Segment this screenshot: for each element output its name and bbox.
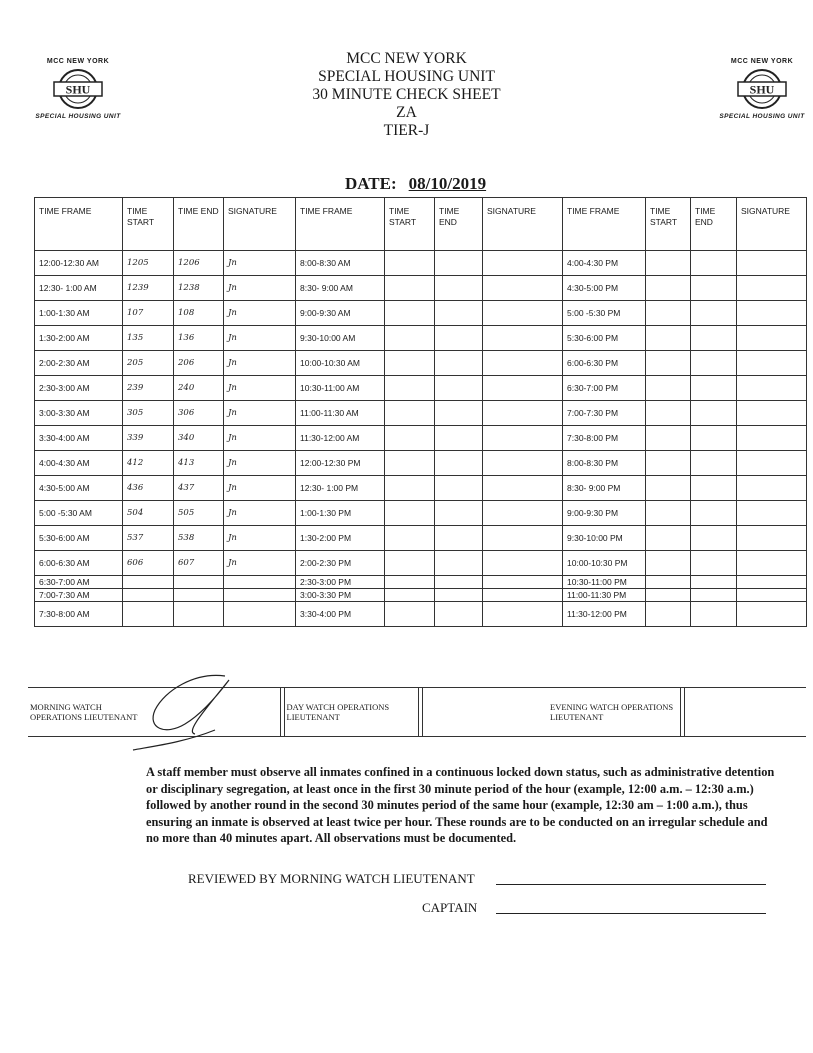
reviewed-by-line <box>188 871 778 887</box>
table-row <box>35 589 807 602</box>
time-end-cell: 136 <box>174 326 224 351</box>
logo-badge-text: SHU <box>65 82 91 97</box>
signature-cell <box>737 251 807 276</box>
col-signature: SIGNATURE <box>224 198 296 251</box>
time-frame-cell: 3:00-3:30 PM <box>296 589 385 602</box>
time-start-cell <box>385 551 435 576</box>
logo-top-text: MCC NEW YORK <box>46 58 110 65</box>
time-end-cell <box>435 476 483 501</box>
signature-cell: Jn <box>224 426 296 451</box>
time-end-cell <box>435 589 483 602</box>
signature-cell <box>483 401 563 426</box>
day-watch-signature <box>422 688 548 737</box>
time-end-cell <box>691 476 737 501</box>
time-frame-cell: 1:00-1:30 AM <box>35 301 123 326</box>
time-start-cell: 205 <box>123 351 174 376</box>
time-frame-cell: 7:30-8:00 PM <box>563 426 646 451</box>
table-row <box>35 526 807 551</box>
col-time-frame: TIME FRAME <box>563 198 646 251</box>
signature-cell: Jn <box>224 351 296 376</box>
time-end-cell: 607 <box>174 551 224 576</box>
time-frame-cell: 9:00-9:30 PM <box>563 501 646 526</box>
time-frame-cell: 10:30-11:00 AM <box>296 376 385 401</box>
time-frame-cell: 1:30-2:00 AM <box>35 326 123 351</box>
time-start-cell <box>123 602 174 627</box>
time-start-cell <box>385 589 435 602</box>
time-frame-cell: 7:00-7:30 AM <box>35 589 123 602</box>
time-frame-cell: 5:30-6:00 PM <box>563 326 646 351</box>
time-start-cell <box>385 301 435 326</box>
header-tier: TIER-J <box>383 122 430 139</box>
reviewed-signature-line[interactable] <box>496 884 766 885</box>
captain-label: CAPTAIN <box>422 900 478 915</box>
logo-bottom-text: SPECIAL HOUSING UNIT <box>719 113 805 120</box>
time-start-cell <box>646 426 691 451</box>
signature-cell <box>737 501 807 526</box>
time-end-cell: 538 <box>174 526 224 551</box>
policy-notice: A staff member must observe all inmates confined in a continuous locked down status, such as administrative detention or disciplinary segregation, at least once in the first 30 minute period of the hour (example, 12:00 a.m. – 12:30 a.m.) followed by another round in the second 30 minutes period of the same hour (example, 12:30 am – 1:00 a.m.), thus ensuring an inmate is observed at least twice per hour. These rounds are to be conducted on an irregular schedule and no more than 40 minutes apart. All observations must be documented. <box>146 765 775 845</box>
signature-cell <box>483 451 563 476</box>
time-frame-cell: 12:30- 1:00 AM <box>35 276 123 301</box>
header-unit: SPECIAL HOUSING UNIT <box>318 68 495 85</box>
signature-cell <box>483 351 563 376</box>
time-end-cell <box>691 326 737 351</box>
time-start-cell <box>385 251 435 276</box>
time-end-cell <box>691 301 737 326</box>
time-frame-cell: 2:00-2:30 PM <box>296 551 385 576</box>
col-time-start: TIME START <box>123 198 174 251</box>
table-row <box>35 426 807 451</box>
time-start-cell: 1239 <box>123 276 174 301</box>
signature-cell <box>737 551 807 576</box>
time-start-cell: 1205 <box>123 251 174 276</box>
time-frame-cell: 11:30-12:00 PM <box>563 602 646 627</box>
table-row <box>35 476 807 501</box>
time-end-cell <box>691 401 737 426</box>
time-frame-cell: 9:30-10:00 PM <box>563 526 646 551</box>
signature-cell <box>224 602 296 627</box>
table-row <box>35 451 807 476</box>
signature-cell: Jn <box>224 276 296 301</box>
time-end-cell <box>174 576 224 589</box>
time-frame-cell: 1:30-2:00 PM <box>296 526 385 551</box>
signature-cell: Jn <box>224 526 296 551</box>
time-start-cell <box>646 476 691 501</box>
signature-cell <box>737 301 807 326</box>
time-frame-cell: 2:30-3:00 PM <box>296 576 385 589</box>
signature-cell <box>483 326 563 351</box>
signature-cell <box>483 301 563 326</box>
time-end-cell <box>691 251 737 276</box>
header-block: ZA <box>396 104 417 121</box>
signature-cell: Jn <box>224 376 296 401</box>
evening-watch-label: EVENING WATCH OPERATIONS LIEUTENANT <box>548 688 680 737</box>
time-end-cell <box>435 501 483 526</box>
time-end-cell <box>435 351 483 376</box>
time-frame-cell: 6:30-7:00 PM <box>563 376 646 401</box>
time-frame-cell: 4:30-5:00 PM <box>563 276 646 301</box>
signature-cell <box>737 276 807 301</box>
time-end-cell: 340 <box>174 426 224 451</box>
time-start-cell <box>385 501 435 526</box>
time-start-cell <box>385 351 435 376</box>
time-start-cell <box>646 589 691 602</box>
col-time-frame: TIME FRAME <box>296 198 385 251</box>
table-row <box>35 401 807 426</box>
signature-cell: Jn <box>224 451 296 476</box>
time-frame-cell: 4:30-5:00 AM <box>35 476 123 501</box>
time-start-cell <box>385 276 435 301</box>
signature-cell <box>483 551 563 576</box>
time-frame-cell: 2:30-3:00 AM <box>35 376 123 401</box>
morning-watch-label: MORNING WATCH OPERATIONS LIEUTENANT <box>28 688 148 737</box>
time-end-cell <box>691 351 737 376</box>
col-time-end: TIME END <box>691 198 737 251</box>
table-row <box>35 301 807 326</box>
time-start-cell <box>123 589 174 602</box>
table-row <box>35 276 807 301</box>
time-start-cell: 339 <box>123 426 174 451</box>
signature-cell <box>737 401 807 426</box>
time-end-cell <box>435 401 483 426</box>
time-frame-cell: 9:30-10:00 AM <box>296 326 385 351</box>
document-header <box>0 50 813 140</box>
time-start-cell <box>385 376 435 401</box>
signature-cell: Jn <box>224 301 296 326</box>
time-frame-cell: 8:30- 9:00 PM <box>563 476 646 501</box>
time-start-cell <box>646 501 691 526</box>
signature-cell <box>224 576 296 589</box>
time-end-cell <box>435 251 483 276</box>
time-frame-cell: 7:00-7:30 PM <box>563 401 646 426</box>
time-start-cell: 107 <box>123 301 174 326</box>
table-row <box>35 376 807 401</box>
time-start-cell <box>646 251 691 276</box>
time-end-cell: 413 <box>174 451 224 476</box>
time-frame-cell: 3:00-3:30 AM <box>35 401 123 426</box>
time-end-cell <box>691 451 737 476</box>
signature-cell <box>224 589 296 602</box>
time-end-cell: 1238 <box>174 276 224 301</box>
time-start-cell <box>385 476 435 501</box>
time-frame-cell: 10:00-10:30 PM <box>563 551 646 576</box>
signature-cell <box>483 501 563 526</box>
time-frame-cell: 8:00-8:30 AM <box>296 251 385 276</box>
time-end-cell <box>435 551 483 576</box>
header-sheet-title: 30 MINUTE CHECK SHEET <box>312 86 501 103</box>
time-end-cell <box>435 576 483 589</box>
signature-cell <box>737 602 807 627</box>
time-frame-cell: 3:30-4:00 AM <box>35 426 123 451</box>
time-end-cell: 437 <box>174 476 224 501</box>
time-frame-cell: 6:00-6:30 PM <box>563 351 646 376</box>
time-end-cell <box>174 602 224 627</box>
time-start-cell <box>385 576 435 589</box>
time-start-cell <box>646 326 691 351</box>
time-start-cell <box>385 426 435 451</box>
table-row <box>35 251 807 276</box>
signature-cell <box>737 351 807 376</box>
time-end-cell <box>691 501 737 526</box>
time-end-cell <box>435 301 483 326</box>
date-value: 08/10/2019 <box>408 174 487 193</box>
time-start-cell <box>646 451 691 476</box>
time-start-cell <box>385 526 435 551</box>
time-end-cell <box>174 589 224 602</box>
time-frame-cell: 5:30-6:00 AM <box>35 526 123 551</box>
time-frame-cell: 12:00-12:30 AM <box>35 251 123 276</box>
time-frame-cell: 6:00-6:30 AM <box>35 551 123 576</box>
time-start-cell <box>385 602 435 627</box>
time-start-cell <box>646 376 691 401</box>
col-time-frame: TIME FRAME <box>35 198 123 251</box>
col-signature: SIGNATURE <box>483 198 563 251</box>
time-frame-cell: 4:00-4:30 PM <box>563 251 646 276</box>
time-start-cell <box>646 401 691 426</box>
time-start-cell <box>385 451 435 476</box>
time-frame-cell: 5:00 -5:30 AM <box>35 501 123 526</box>
time-end-cell: 505 <box>174 501 224 526</box>
time-start-cell <box>646 351 691 376</box>
time-start-cell <box>385 401 435 426</box>
logo-badge-text: SHU <box>749 82 775 97</box>
time-end-cell: 1206 <box>174 251 224 276</box>
time-frame-cell: 5:00 -5:30 PM <box>563 301 646 326</box>
time-start-cell: 412 <box>123 451 174 476</box>
signature-cell: Jn <box>224 251 296 276</box>
time-end-cell <box>435 276 483 301</box>
header-facility: MCC NEW YORK <box>346 50 467 67</box>
time-frame-cell: 8:00-8:30 PM <box>563 451 646 476</box>
time-end-cell <box>435 376 483 401</box>
signature-cell <box>483 526 563 551</box>
signature-cell <box>737 376 807 401</box>
time-end-cell <box>691 276 737 301</box>
time-start-cell <box>646 301 691 326</box>
table-row <box>35 602 807 627</box>
col-time-start: TIME START <box>385 198 435 251</box>
time-frame-cell: 4:00-4:30 AM <box>35 451 123 476</box>
check-rows <box>35 251 807 627</box>
table-row <box>35 326 807 351</box>
time-frame-cell: 2:00-2:30 AM <box>35 351 123 376</box>
signature-cell <box>483 602 563 627</box>
time-end-cell: 240 <box>174 376 224 401</box>
time-frame-cell: 10:00-10:30 AM <box>296 351 385 376</box>
time-frame-cell: 8:30- 9:00 AM <box>296 276 385 301</box>
signature-cell: Jn <box>224 401 296 426</box>
signature-cell <box>483 589 563 602</box>
time-frame-cell: 7:30-8:00 AM <box>35 602 123 627</box>
signature-cell <box>483 251 563 276</box>
time-end-cell <box>691 589 737 602</box>
day-watch-label: DAY WATCH OPERATIONS LIEUTENANT <box>284 688 418 737</box>
table-row <box>35 501 807 526</box>
time-start-cell <box>646 576 691 589</box>
time-frame-cell: 12:00-12:30 PM <box>296 451 385 476</box>
time-start-cell: 436 <box>123 476 174 501</box>
time-end-cell: 108 <box>174 301 224 326</box>
reviewed-label: REVIEWED BY MORNING WATCH LIEUTENANT <box>188 871 475 886</box>
date-line <box>345 174 486 194</box>
signature-cell <box>737 476 807 501</box>
signature-cell: Jn <box>224 551 296 576</box>
table-row <box>35 351 807 376</box>
time-start-cell: 504 <box>123 501 174 526</box>
signature-cell <box>737 526 807 551</box>
signature-cell <box>737 426 807 451</box>
signature-cell <box>737 576 807 589</box>
signature-cell <box>737 451 807 476</box>
time-end-cell <box>435 326 483 351</box>
table-row <box>35 551 807 576</box>
time-start-cell <box>385 326 435 351</box>
lieutenant-signature-mark <box>125 670 245 756</box>
time-start-cell: 239 <box>123 376 174 401</box>
signature-cell: Jn <box>224 501 296 526</box>
time-end-cell: 306 <box>174 401 224 426</box>
time-start-cell: 606 <box>123 551 174 576</box>
logo-top-text: MCC NEW YORK <box>730 58 794 65</box>
col-time-end: TIME END <box>174 198 224 251</box>
date-label: DATE: <box>345 174 397 193</box>
evening-watch-signature <box>684 688 806 737</box>
col-time-end: TIME END <box>435 198 483 251</box>
time-frame-cell: 3:30-4:00 PM <box>296 602 385 627</box>
time-frame-cell: 11:00-11:30 PM <box>563 589 646 602</box>
time-end-cell <box>691 526 737 551</box>
time-start-cell: 537 <box>123 526 174 551</box>
time-start-cell <box>123 576 174 589</box>
signature-cell <box>483 476 563 501</box>
time-end-cell <box>691 602 737 627</box>
time-frame-cell: 9:00-9:30 AM <box>296 301 385 326</box>
time-end-cell <box>691 551 737 576</box>
time-end-cell <box>435 526 483 551</box>
time-start-cell: 305 <box>123 401 174 426</box>
logo-bottom-text: SPECIAL HOUSING UNIT <box>35 113 121 120</box>
time-end-cell <box>691 576 737 589</box>
time-end-cell <box>435 451 483 476</box>
time-frame-cell: 10:30-11:00 PM <box>563 576 646 589</box>
time-frame-cell: 6:30-7:00 AM <box>35 576 123 589</box>
time-end-cell <box>435 602 483 627</box>
signature-cell <box>737 326 807 351</box>
table-row <box>35 576 807 589</box>
time-start-cell: 135 <box>123 326 174 351</box>
signature-cell <box>483 576 563 589</box>
signature-cell <box>483 426 563 451</box>
time-start-cell <box>646 551 691 576</box>
time-start-cell <box>646 602 691 627</box>
time-end-cell <box>691 426 737 451</box>
time-frame-cell: 11:30-12:00 AM <box>296 426 385 451</box>
time-end-cell: 206 <box>174 351 224 376</box>
time-start-cell <box>646 276 691 301</box>
time-frame-cell: 1:00-1:30 PM <box>296 501 385 526</box>
time-start-cell <box>646 526 691 551</box>
time-frame-cell: 11:00-11:30 AM <box>296 401 385 426</box>
captain-signature-line[interactable] <box>496 913 766 914</box>
check-table <box>34 197 807 627</box>
time-end-cell <box>691 376 737 401</box>
signature-cell <box>737 589 807 602</box>
signature-cell <box>483 376 563 401</box>
col-time-start: TIME START <box>646 198 691 251</box>
time-frame-cell: 12:30- 1:00 PM <box>296 476 385 501</box>
header-row <box>35 198 807 251</box>
col-signature: SIGNATURE <box>737 198 807 251</box>
signature-cell: Jn <box>224 326 296 351</box>
signature-cell: Jn <box>224 476 296 501</box>
time-end-cell <box>435 426 483 451</box>
signature-cell <box>483 276 563 301</box>
